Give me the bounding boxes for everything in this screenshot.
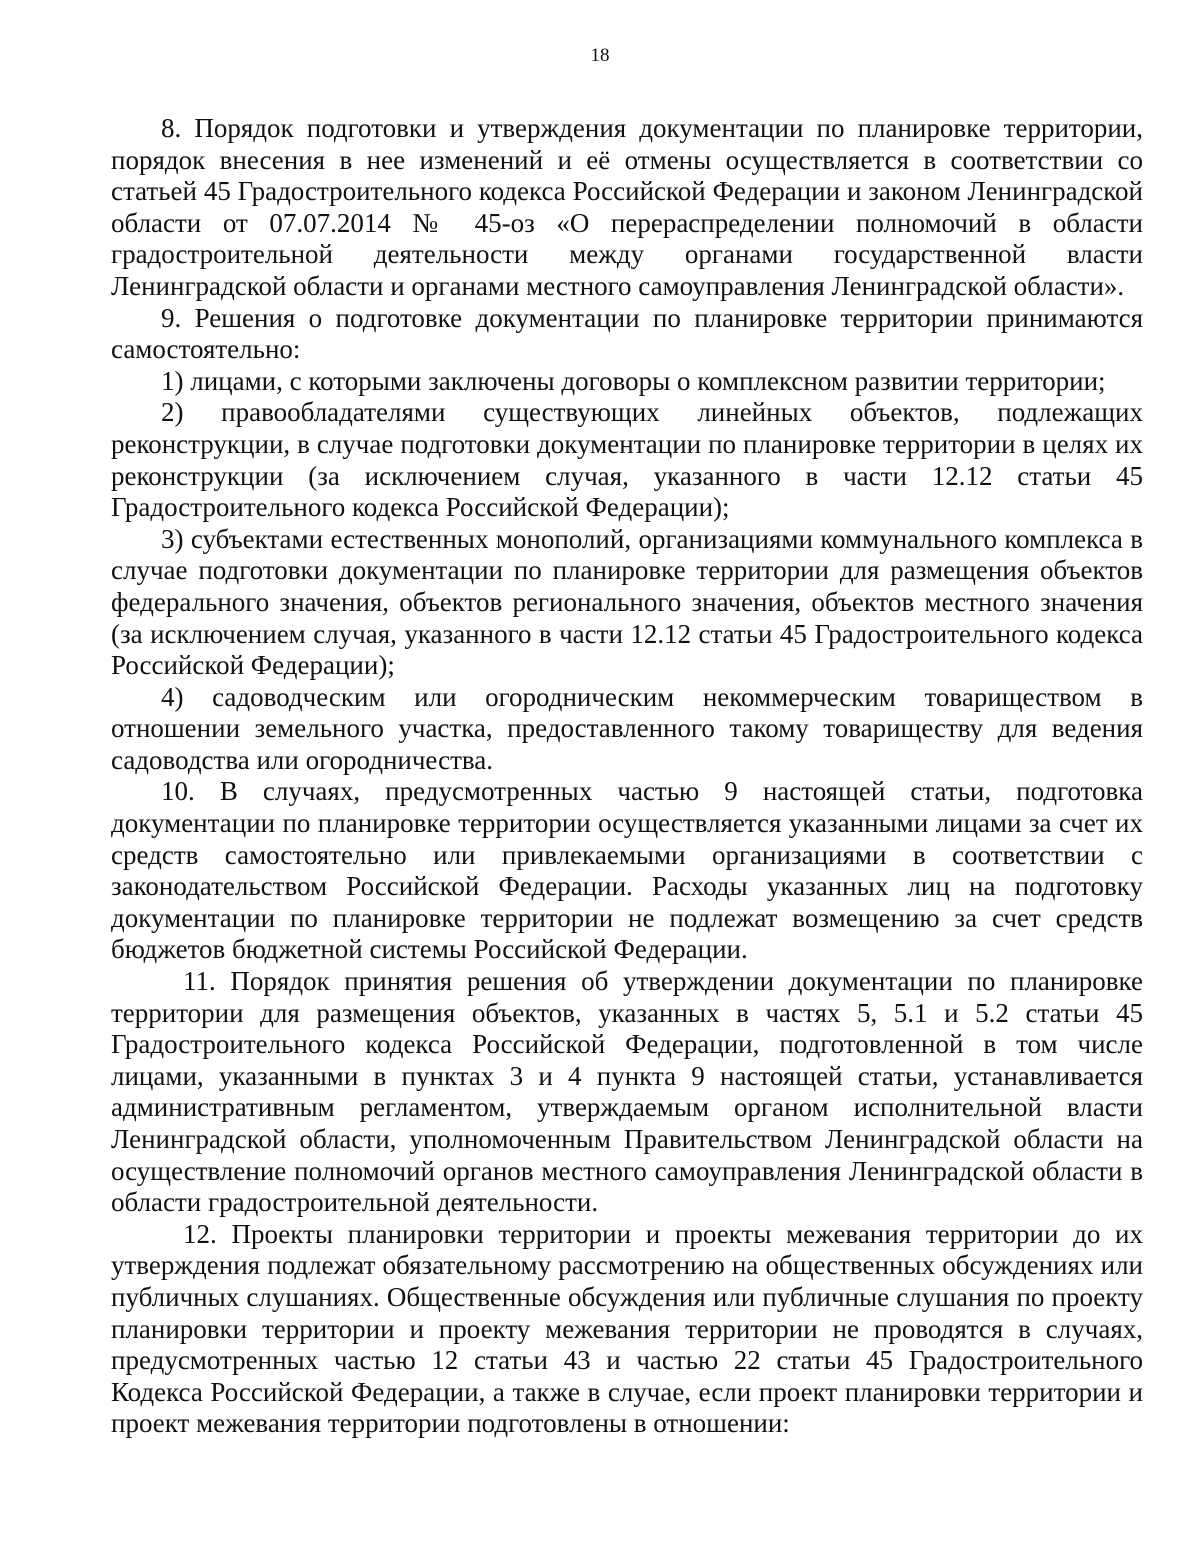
paragraph-9-item-3: 3) субъектами естественных монополий, организациями коммунального комплекса в случае подготовки документации по планировке территории для размещения объектов федерального значения, объектов регионального значения, объектов местного значения (за исключением случая, указанного в части 12.12 статьи 45 Градостроительного кодекса Российской Федерации); bbox=[111, 523, 1143, 681]
page-number: 18 bbox=[590, 45, 610, 66]
paragraph-9-item-4: 4) садоводческим или огородническим некоммерческим товариществом в отношении земельного участка, предоставленного такому товариществу для ведения садоводства или огородничества. bbox=[111, 681, 1143, 775]
document-body bbox=[111, 113, 1143, 1440]
paragraph-9: 9. Решения о подготовке документации по планировке территории принимаются самостоятельно: bbox=[111, 302, 1143, 365]
paragraph-9-item-1: 1) лицами, с которыми заключены договоры о комплексном развитии территории; bbox=[161, 365, 1106, 396]
paragraph-10: 10. В случаях, предусмотренных частью 9 настоящей статьи, подготовка документации по планировке территории осуществляется указанными лицами за счет их средств самостоятельно или привлекаемыми организациями в соответствии с законодательством Российской Федерации. Расходы указанных лиц на подготовку документации по планировке территории не подлежат возмещению за счет средств бюджетов бюджетной системы Российской Федерации. bbox=[111, 776, 1143, 965]
paragraph-12: 12. Проекты планировки территории и проекты межевания территории до их утверждения подлежат обязательному рассмотрению на общественных обсуждениях или публичных слушаниях. Общественные обсуждения или публичные слушания по проекту планировки территории и проекту межевания территории не проводятся в случаях, предусмотренных частью 12 статьи 43 и частью 22 статьи 45 Градостроительного Кодекса Российской Федерации, а также в случае, если проект планировки территории и проект межевания территории подготовлены в отношении: bbox=[111, 1218, 1143, 1439]
paragraph-9-item-2: 2) правообладателями существующих линейных объектов, подлежащих реконструкции, в случае подготовки документации по планировке территории в целях их реконструкции (за исключением случая, указанного в части 12.12 статьи 45 Градостроительного кодекса Российской Федерации); bbox=[111, 397, 1143, 523]
paragraph-8: 8. Порядок подготовки и утверждения документации по планировке территории, порядок внесения в нее изменений и её отмены осуществляется в соответствии со статьей 45 Градостроительного кодекса Российской Федерации и законом Ленинградской области от 07.07.2014 № 45-оз «О перераспределении полномочий в области градостроительной деятельности между органами государственной власти Ленинградской области и органами местного самоуправления Ленинградской области». bbox=[111, 113, 1143, 301]
paragraph-11: 11. Порядок принятия решения об утверждении документации по планировке территории для размещения объектов, указанных в частях 5, 5.1 и 5.2 статьи 45 Градостроительного кодекса Российской Федерации, подготовленной в том числе лицами, указанными в пунктах 3 и 4 пункта 9 настоящей статьи, устанавливается административным регламентом, утверждаемым органом исполнительной власти Ленинградской области, уполномоченным Правительством Ленинградской области на осуществление полномочий органов местного самоуправления Ленинградской области в области градостроительной деятельности. bbox=[111, 966, 1143, 1218]
